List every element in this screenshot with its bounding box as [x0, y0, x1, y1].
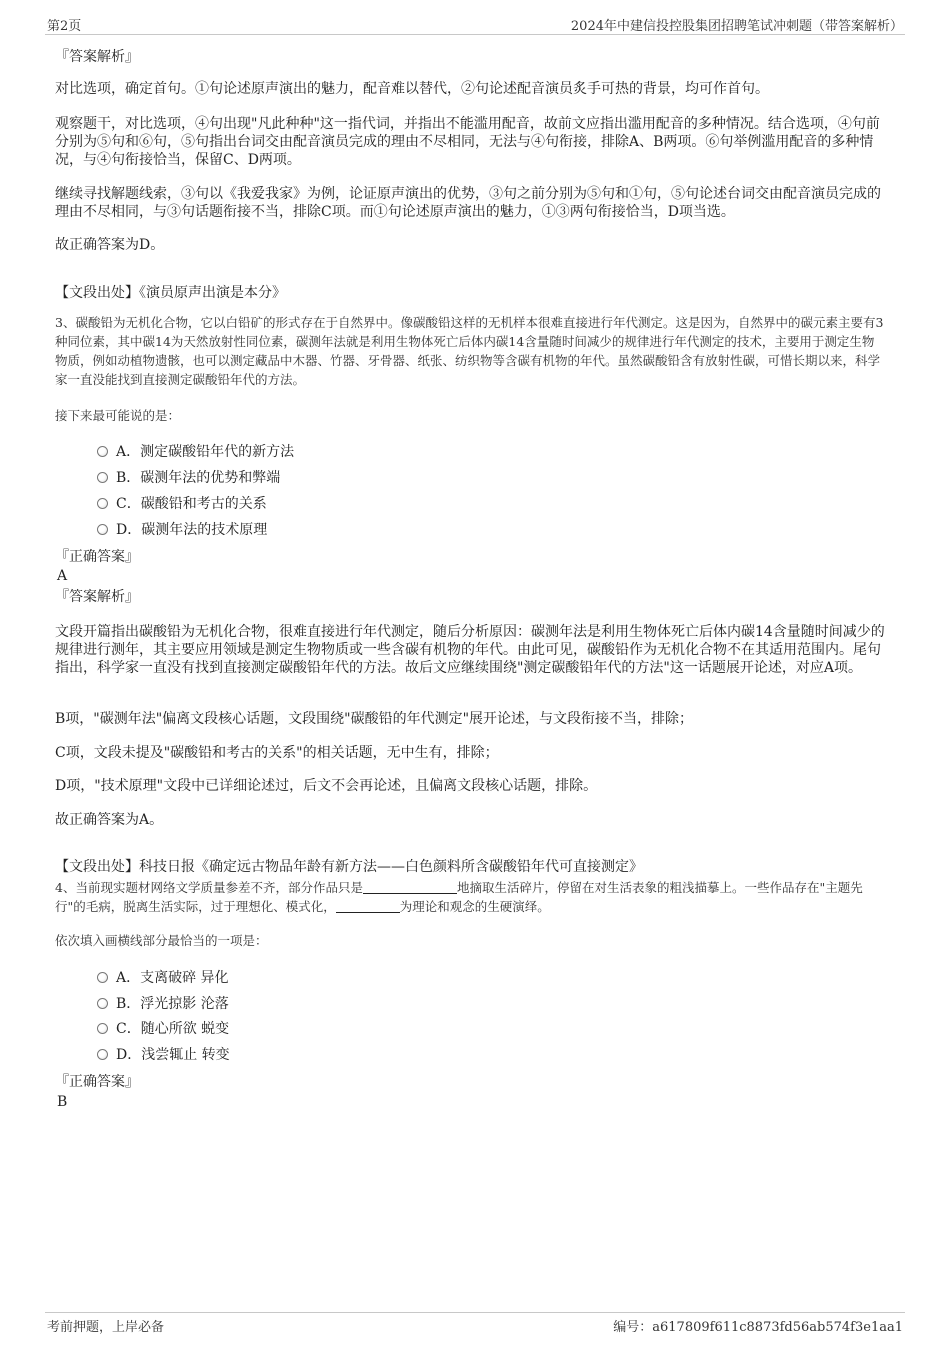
q4-answer-label: 『正确答案』: [55, 1074, 139, 1090]
q3-answer-label: 『正确答案』: [55, 549, 139, 565]
q3-analysis-para4: D项，"技术原理"文段中已详细论述过，后文不会再论述，且偏离文段核心话题，排除。: [55, 778, 598, 794]
q3-option-b[interactable]: B．碳测年法的优势和弊端: [97, 469, 280, 487]
q3-analysis-para3: C项，文段未提及"碳酸铅和考古的关系"的相关话题，无中生有，排除；: [55, 745, 499, 761]
q3-option-a[interactable]: A．测定碳酸铅年代的新方法: [97, 443, 294, 461]
q3-analysis-label: 『答案解析』: [55, 589, 139, 605]
document-title: 2024年中建信投控股集团招聘笔试冲刺题（带答案解析）: [570, 19, 903, 34]
q3-option-d[interactable]: D．碳测年法的技术原理: [97, 521, 267, 539]
radio-icon[interactable]: [97, 446, 108, 457]
radio-icon[interactable]: [97, 1049, 108, 1060]
q4-option-c[interactable]: C．随心所欲 蜕变: [97, 1020, 229, 1038]
page-number: 第2页: [47, 19, 82, 34]
fill-blank-1[interactable]: [363, 881, 457, 894]
q3-prompt: 接下来最可能说的是：: [55, 408, 181, 423]
q2-analysis-para2: 观察题干，对比选项，④句出现"凡此种种"这一指代词，并指出不能滥用配音，故前文应指出滥用配音的多种情况。结合选项，④句前分别为⑤句和⑥句，⑤句指出台词交由配音演员完成的理由不尽相同，无法与④句衔接，排除A、B两项。⑥句举例滥用配音的多种情况，与④句衔接恰当，保留C、D两项。: [55, 116, 880, 168]
q3-option-c[interactable]: C．碳酸铅和考古的关系: [97, 495, 267, 513]
fill-blank-2[interactable]: [336, 900, 400, 913]
q4-option-b[interactable]: B．浮光掠影 沦落: [97, 995, 229, 1013]
radio-icon[interactable]: [97, 472, 108, 483]
q3-conclusion: 故正确答案为A。: [55, 812, 164, 828]
radio-icon[interactable]: [97, 1023, 108, 1034]
q2-conclusion: 故正确答案为D。: [55, 237, 165, 253]
q2-source: 【文段出处】《演员原声出演是本分》: [55, 285, 286, 301]
document-code: 编号：a617809f611c8873fd56ab574f3e1aa1: [613, 1320, 903, 1335]
q4-answer: B: [57, 1094, 68, 1110]
q2-analysis-label: 『答案解析』: [55, 49, 139, 65]
radio-icon[interactable]: [97, 498, 108, 509]
radio-icon[interactable]: [97, 998, 108, 1009]
radio-icon[interactable]: [97, 972, 108, 983]
q4-stem: 4、当前现实题材网络文学质量参差不齐，部分作品只是 地摘取生活碎片，停留在对生活表象的粗浅描摹上。一些作品存在"主题先行"的毛病，脱离生活实际，过于理想化、模式化， 为理论和观念的生硬演绎。: [55, 880, 863, 914]
q3-analysis-para2: B项，"碳测年法"偏离文段核心话题，文段围绕"碳酸铅的年代测定"展开论述，与文段衔接不当，排除；: [55, 711, 694, 727]
q4-option-a[interactable]: A．支离破碎 异化: [97, 969, 229, 987]
q4-option-d[interactable]: D．浅尝辄止 转变: [97, 1046, 230, 1064]
q3-analysis-para1: 文段开篇指出碳酸铅为无机化合物，很难直接进行年代测定，随后分析原因：碳测年法是利用生物体死亡后体内碳14含量随时间减少的规律进行测年，其主要应用领域是测定生物物质或一些含碳有机物的年代。由此可见，碳酸铅作为无机化合物不在其适用范围内。尾句指出，科学家一直没有找到直接测定碳酸铅年代的方法。故后文应继续围绕"测定碳酸铅年代的方法"这一话题展开论述，对应A项。: [55, 624, 885, 676]
q3-source: 【文段出处】科技日报《确定远古物品年龄有新方法——白色颜料所含碳酸铅年代可直接测定》: [55, 859, 643, 875]
q2-analysis-para3: 继续寻找解题线索，③句以《我爱我家》为例，论证原声演出的优势，③句之前分别为⑤句和①句，⑤句论述台词交由配音演员完成的理由不尽相同，与③句话题衔接不当，排除C项。而①句论述原声演出的魅力，①③两句衔接恰当，D项当选。: [55, 186, 881, 220]
q3-stem: 3、碳酸铅为无机化合物，它以白铅矿的形式存在于自然界中。像碳酸铅这样的无机样本很难直接进行年代测定。这是因为，自然界中的碳元素主要有3种同位素，其中碳14为天然放射性同位素，碳测年法就是利用生物体死亡后体内碳14含量随时间减少的规律进行年代测定的技术，主要用于测定生物物质，例如动植物遗骸，也可以测定藏品中木器、竹器、牙骨器、纸张、纺织物等含碳有机物的年代。虽然碳酸铅含有放射性碳，可惜长期以来，科学家一直没能找到直接测定碳酸铅年代的方法。: [55, 315, 884, 387]
page-footer: [45, 1312, 905, 1333]
q3-answer: A: [57, 568, 68, 584]
page-header: [45, 12, 905, 35]
footer-slogan: 考前押题，上岸必备: [47, 1320, 165, 1335]
q2-analysis-para1: 对比选项，确定首句。①句论述原声演出的魅力，配音难以替代，②句论述配音演员炙手可热的背景，均可作首句。: [55, 81, 769, 97]
q4-prompt: 依次填入画横线部分最恰当的一项是：: [55, 933, 268, 948]
radio-icon[interactable]: [97, 524, 108, 535]
